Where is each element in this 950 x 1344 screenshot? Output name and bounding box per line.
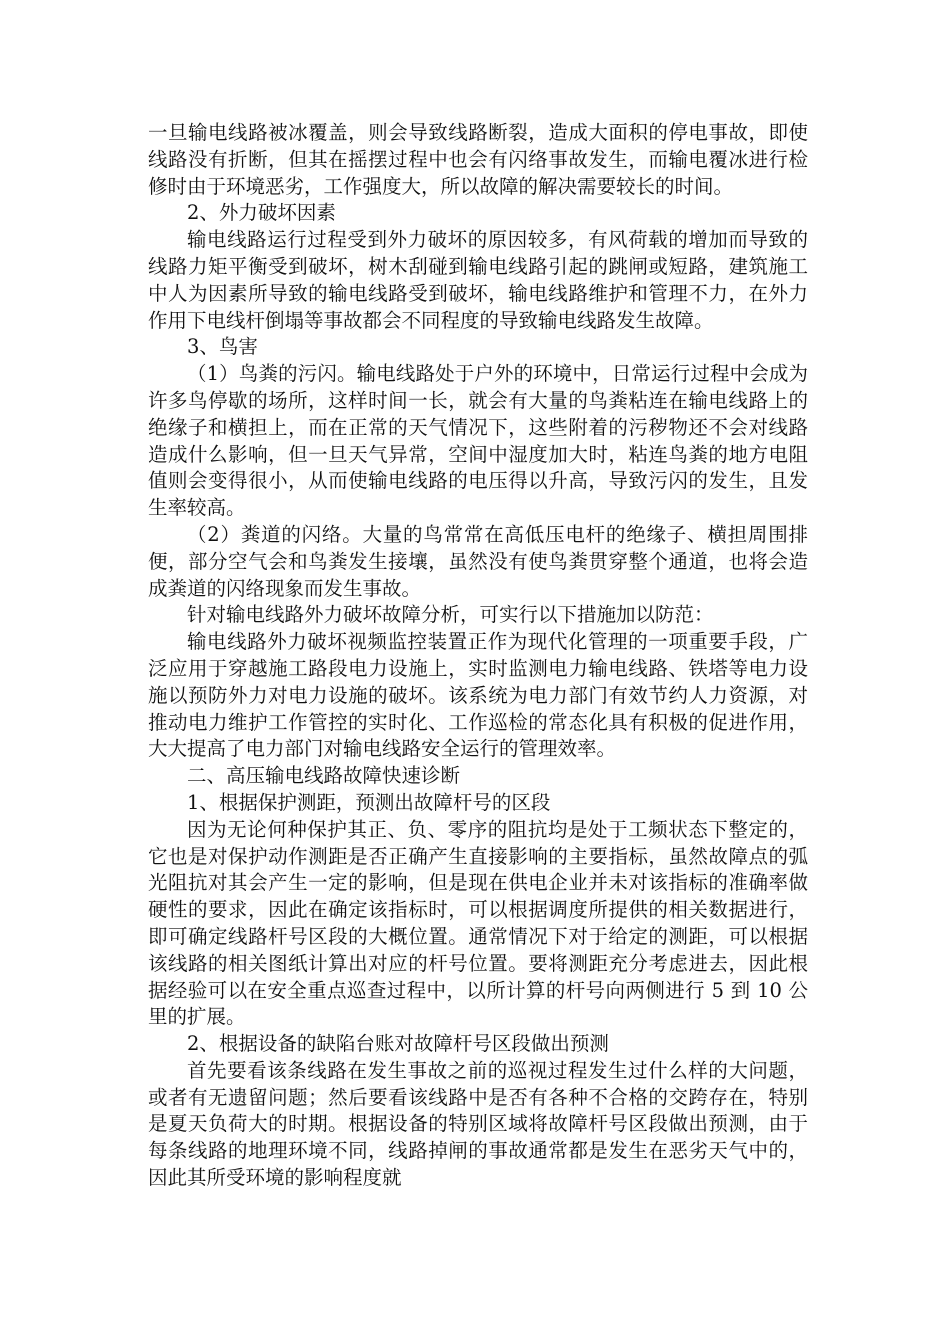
section-heading: 1、根据保护测距，预测出故障杆号的区段 xyxy=(187,790,551,814)
paragraph: 针对输电线路外力破坏故障分析，可实行以下措施加以防范： xyxy=(187,603,714,627)
paragraph: 一旦输电线路被冰覆盖，则会导致线路断裂，造成大面积的停电事故，即使线路没有折断，但其在摇摆过程中也会有闪络事故发生，而输电覆冰进行检修时由于环境恶劣，工作强度大，所以故障的解决需要较长的时间。 xyxy=(148,121,808,198)
section-heading: 二、高压输电线路故障快速诊断 xyxy=(187,764,461,788)
section-heading: 3、鸟害 xyxy=(187,335,258,359)
paragraph: 首先要看该条线路在发生事故之前的巡视过程发生过什么样的大问题，或者有无遗留问题；然后要看该线路中是否有各种不合格的交跨存在，特别是夏天负荷大的时期。根据设备的特别区域将故障杆号区段做出预测，由于每条线路的地理环境不同，线路掉闸的事故通常都是发生在恶劣天气中的，因此其所受环境的影响程度就 xyxy=(148,1058,808,1190)
paragraph: 输电线路外力破坏视频监控装置正作为现代化管理的一项重要手段，广泛应用于穿越施工路段电力设施上，实时监测电力输电线路、铁塔等电力设施以预防外力对电力设施的破坏。该系统为电力部门有效节约人力资源，对推动电力维护工作管控的实时化、工作巡检的常态化具有积极的促进作用，大大提高了电力部门对输电线路安全运行的管理效率。 xyxy=(148,630,808,761)
section-heading: 2、根据设备的缺陷台账对故障杆号区段做出预测 xyxy=(187,1032,609,1056)
paragraph: （2）粪道的闪络。大量的鸟常常在高低压电杆的绝缘子、横担周围排便，部分空气会和鸟粪发生接壤，虽然没有使鸟粪贯穿整个通道，也将会造成粪道的闪络现象而发生事故。 xyxy=(148,522,808,600)
section-heading: 2、外力破坏因素 xyxy=(187,201,336,225)
document-body xyxy=(148,120,808,1192)
paragraph: 因为无论何种保护其正、负、零序的阻抗均是处于工频状态下整定的，它也是对保护动作测距是否正确产生直接影响的主要指标，虽然故障点的弧光阻抗对其会产生一定的影响，但是现在供电企业并未对该指标的准确率做硬性的要求，因此在确定该指标时，可以根据调度所提供的相关数据进行，即可确定线路杆号区段的大概位置。通常情况下对于给定的测距，可以根据该线路的相关图纸计算出对应的杆号位置。要将测距充分考虑进去，因此根据经验可以在安全重点巡查过程中，以所计算的杆号向两侧进行 5 到 10 公里的扩展。 xyxy=(148,817,808,1029)
paragraph: 输电线路运行过程受到外力破坏的原因较多，有风荷载的增加而导致的线路力矩平衡受到破坏，树木刮碰到输电线路引起的跳闸或短路，建筑施工中人为因素所导致的输电线路受到破坏，输电线路维护和管理不力，在外力作用下电线杆倒塌等事故都会不同程度的导致输电线路发生故障。 xyxy=(148,228,808,332)
paragraph: （1）鸟粪的污闪。输电线路处于户外的环境中，日常运行过程中会成为许多鸟停歇的场所，这样时间一长，就会有大量的鸟粪粘连在输电线路上的绝缘子和横担上，而在正常的天气情况下，这些附着的污秽物还不会对线路造成什么影响，但一旦天气异常，空间中湿度加大时，粘连鸟粪的地方电阻值则会变得很小，从而使输电线路的电压得以升高，导致污闪的发生，且发生率较高。 xyxy=(148,362,808,520)
